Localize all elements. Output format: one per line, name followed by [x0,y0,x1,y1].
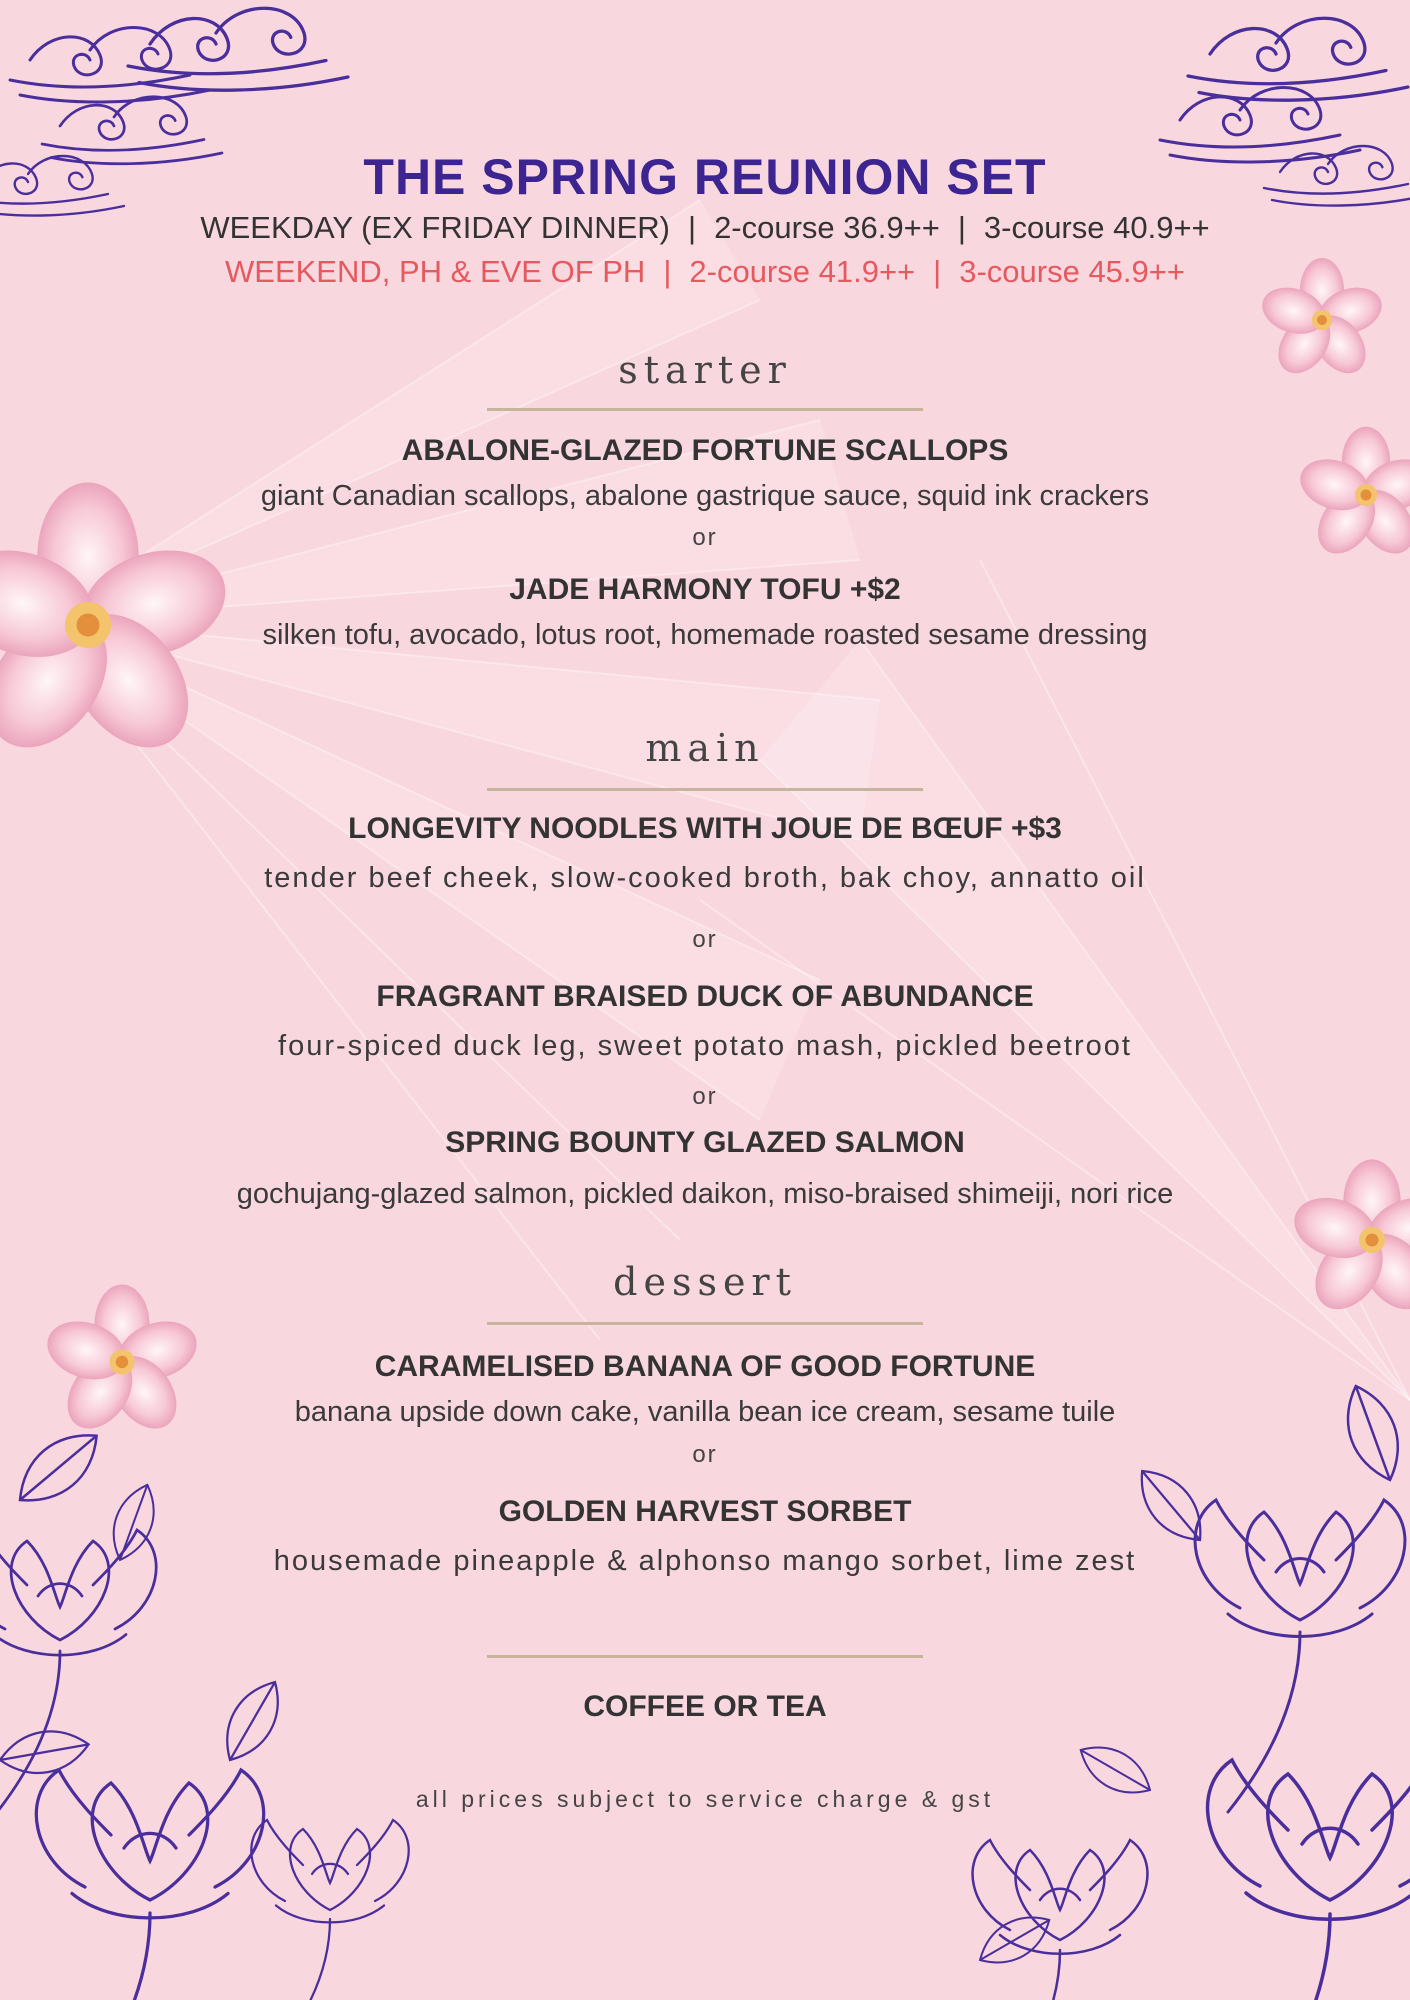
dish-name: SPRING BOUNTY GLAZED SALMON [445,1126,965,1159]
section-divider [487,1655,923,1658]
dish-name: CARAMELISED BANANA OF GOOD FORTUNE [374,1350,1036,1383]
dish-description: housemade pineapple & alphonso mango sorbet, lime zest [273,1545,1137,1577]
or-separator: or [692,926,718,953]
section-heading-main: main [645,726,765,770]
dish-name: LONGEVITY NOODLES WITH JOUE DE BŒUF +$3 [348,812,1062,845]
section-divider [487,1322,923,1325]
weekday-label: WEEKDAY (EX FRIDAY DINNER) [200,210,670,245]
weekday-three-course-price: 3-course 40.9++ [983,210,1210,245]
or-separator: or [692,1441,718,1468]
dish-description: giant Canadian scallops, abalone gastrique sauce, squid ink crackers [260,480,1150,512]
section-divider [487,408,923,411]
price-separator: | [688,210,697,245]
page-title: THE SPRING REUNION SET [363,149,1047,205]
dish-name: JADE HARMONY TOFU +$2 [509,573,901,606]
section-heading-dessert: dessert [613,1260,797,1304]
dish-name: FRAGRANT BRAISED DUCK OF ABUNDANCE [376,980,1034,1013]
weekend-label: WEEKEND, PH & EVE OF PH [225,254,646,289]
weekend-two-course-price: 2-course 41.9++ [689,254,916,289]
dish-name: GOLDEN HARVEST SORBET [498,1495,912,1528]
dish-description: four-spiced duck leg, sweet potato mash, pickled beetroot [278,1030,1132,1062]
dish-description: gochujang-glazed salmon, pickled daikon, miso-braised shimeiji, nori rice [236,1178,1174,1210]
weekday-two-course-price: 2-course 36.9++ [714,210,940,245]
price-separator: | [663,254,672,289]
dish-name: ABALONE-GLAZED FORTUNE SCALLOPS [401,434,1009,467]
or-separator: or [692,1083,718,1110]
weekend-three-course-price: 3-course 45.9++ [959,254,1185,289]
section-heading-starter: starter [618,348,792,392]
dish-description: silken tofu, avocado, lotus root, homemade roasted sesame dressing [262,619,1148,651]
beverage-item: COFFEE OR TEA [583,1690,827,1723]
service-charge-note: all prices subject to service charge & gst [415,1786,995,1812]
dish-description: tender beef cheek, slow-cooked broth, bak choy, annatto oil [264,862,1146,894]
or-separator: or [692,524,718,551]
price-separator: | [933,254,942,289]
weekend-pricing [0,254,1410,290]
weekday-pricing [0,210,1410,246]
dish-description: banana upside down cake, vanilla bean ice cream, sesame tuile [294,1396,1116,1428]
price-separator: | [957,210,966,245]
section-divider [487,788,923,791]
